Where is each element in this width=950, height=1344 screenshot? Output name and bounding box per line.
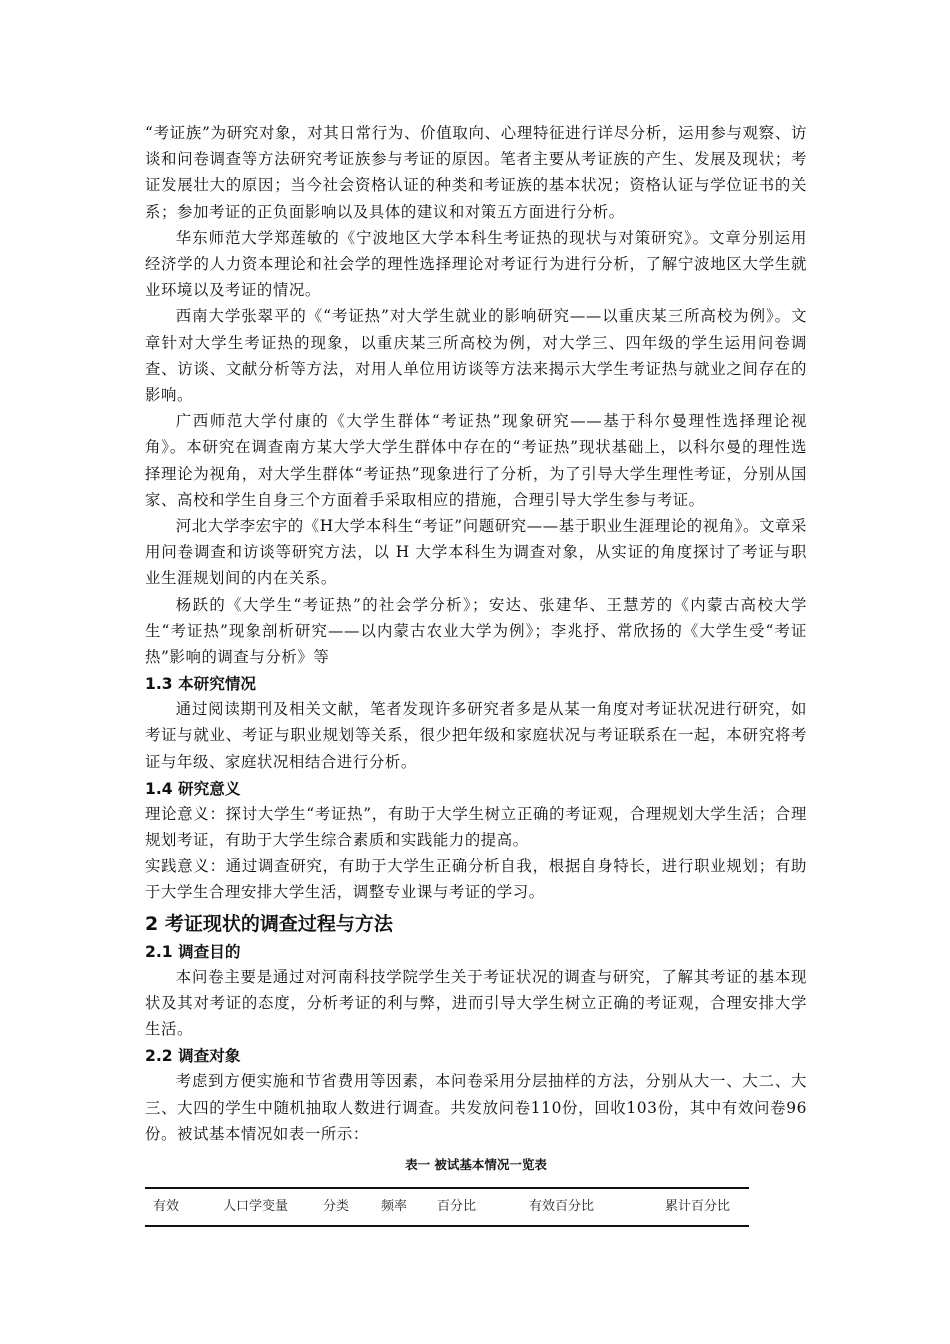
table-header-cumulative-percent: 累计百分比 (665, 1198, 731, 1214)
paragraph-li-hongyu: 河北大学李宏宇的《H大学本科生“考证”问题研究——基于职业生涯理论的视角》。文章采用问卷调查和访谈等研究方法，以 H 大学本科生为调查对象，从实证的角度探讨了考证与职业生涯规划间的内在关系。 (145, 517, 807, 588)
heading-1-4: 1.4 研究意义 (145, 779, 241, 798)
table-header-frequency: 频率 (381, 1198, 408, 1214)
paragraph-other-studies: 杨跃的《大学生“考证热”的社会学分析》；安达、张建华、王慧芳的《内蒙古高校大学生“考证热”现象剖析研究——以内蒙古农业大学为例》；李兆抒、常欣扬的《大学生受“考证热”影响的调查与分析》等 (145, 595, 807, 667)
paragraph-survey-subjects: 考虑到方便实施和节省费用等因素，本问卷采用分层抽样的方法，分别从大一、大二、大三、大四的学生中随机抽取人数进行调查。共发放问卷110份，回收103份，其中有效问卷96份。被试基本情况如表一所示： (145, 1072, 807, 1143)
subjects-table (145, 1187, 749, 1227)
table-header-category: 分类 (323, 1198, 350, 1214)
table-header-demographic: 人口学变量 (223, 1198, 289, 1214)
paragraph-kaozhengzu: “考证族”为研究对象，对其日常行为、价值取向、心理特征进行详尽分析，运用参与观察、访谈和问卷调查等方法研究考证族参与考证的原因。笔者主要从考证族的产生、发展及现状；考证发展壮大的原因；当今社会资格认证的种类和考证族的基本状况；资格认证与学位证书的关系；参加考证的正负面影响以及具体的建议和对策五方面进行分析。 (145, 124, 807, 221)
paragraph-zhang-cuiping: 西南大学张翠平的《“考证热”对大学生就业的影响研究——以重庆某三所高校为例》。文章针对大学生考证热的现象，以重庆某三所高校为例，对大学三、四年级的学生运用问卷调查、访谈、文献分析等方法，对用人单位用访谈等方法来揭示大学生考证热与就业之间存在的影响。 (145, 307, 807, 405)
heading-2-1: 2.1 调查目的 (145, 942, 241, 961)
paragraph-practical-significance: 实践意义：通过调查研究，有助于大学生正确分析自我，根据自身特长，进行职业规划；有助于大学生合理安排大学生活，调整专业课与考证的学习。 (145, 857, 807, 902)
paragraph-survey-purpose: 本问卷主要是通过对河南科技学院学生关于考证状况的调查与研究，了解其考证的基本现状及其对考证的态度，分析考证的利与弊，进而引导大学生树立正确的考证观，合理安排大学生活。 (145, 967, 807, 1039)
heading-2-2: 2.2 调查对象 (145, 1047, 241, 1066)
paragraph-theoretical-significance: 理论意义：探讨大学生“考证热”，有助于大学生树立正确的考证观，合理规划大学生活；合理规划考证，有助于大学生综合素质和实践能力的提高。 (145, 804, 807, 850)
table-header-valid: 有效 (153, 1198, 180, 1214)
table-header-percent: 百分比 (437, 1198, 477, 1214)
table-caption: 表一 被试基本情况一览表 (405, 1156, 547, 1172)
table-header-valid-percent: 有效百分比 (529, 1198, 595, 1214)
document-page (145, 120, 807, 1227)
paragraph-zheng-lianmin: 华东师范大学郑莲敏的《宁波地区大学本科生考证热的现状与对策研究》。文章分别运用经济学的人力资本理论和社会学的理性选择理论对考证行为进行分析，了解宁波地区大学生就业环境以及考证的情况。 (145, 228, 807, 300)
paragraph-fu-kang: 广西师范大学付康的《大学生群体“考证热”现象研究——基于科尔曼理性选择理论视角》。本研究在调查南方某大学大学生群体中存在的“考证热”现状基础上，以科尔曼的理性选择理论为视角，对大学生群体“考证热”现象进行了分析，为了引导大学生理性考证，分别从国家、高校和学生自身三个方面着手采取相应的措施，合理引导大学生参与考证。 (145, 412, 807, 509)
heading-1-3: 1.3 本研究情况 (145, 675, 257, 694)
paragraph-research-status: 通过阅读期刊及相关文献，笔者发现许多研究者多是从某一角度对考证状况进行研究，如考证与就业、考证与职业规划等关系，很少把年级和家庭状况与考证联系在一起，本研究将考证与年级、家庭状况相结合进行分析。 (145, 700, 807, 771)
heading-2: 2 考证现状的调查过程与方法 (145, 912, 393, 935)
